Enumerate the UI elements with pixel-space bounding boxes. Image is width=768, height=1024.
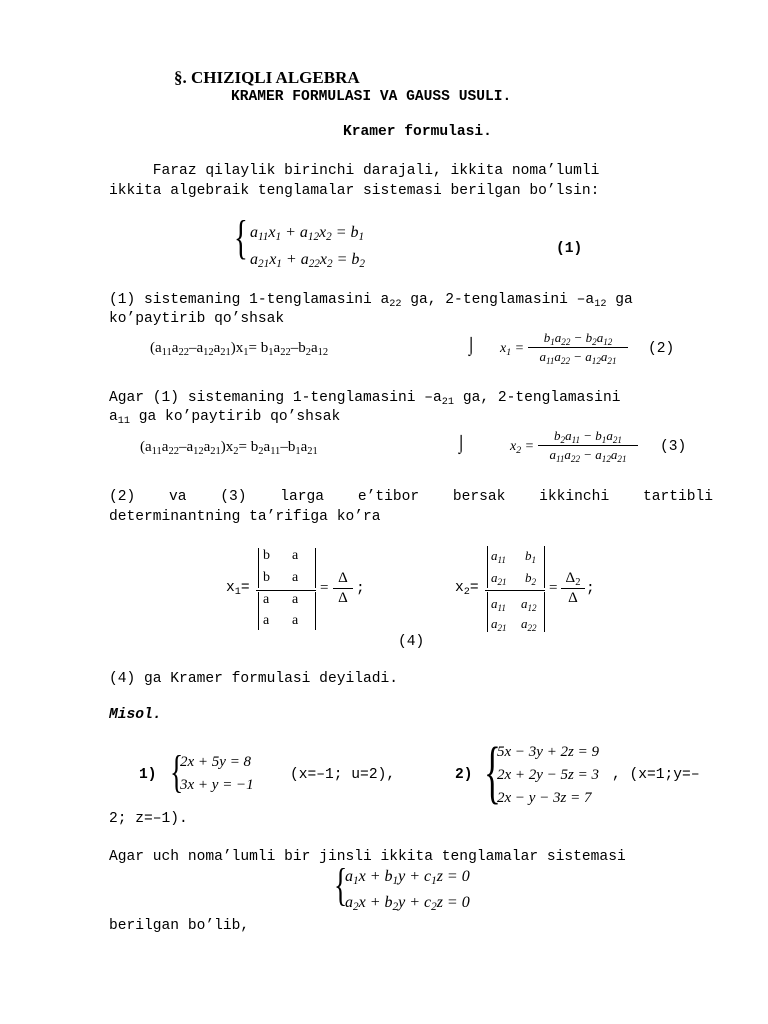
x2-symbol: $x_2$ = [510, 439, 535, 456]
implies-icon-2: ⌡ [456, 434, 467, 453]
example-1-eq-1: 2x + 5y = 8 [180, 754, 252, 770]
det-cell: a [292, 570, 299, 585]
implies-icon: ⌡ [466, 336, 477, 355]
chapter-subtitle: KRAMER FORMULASI VA GAUSS USULI. [231, 89, 512, 105]
example-2-answer: , (x=1;y=– [612, 767, 700, 783]
example-1-label: 1) [139, 767, 157, 783]
det-cell: $b_2$ [525, 570, 537, 587]
equals-sign: = [320, 580, 329, 596]
example-2-eq-1: 5x − 3y + 2z = 9 [497, 744, 600, 760]
det-line-2: determinantning ta’rifiga ko’ra [109, 509, 381, 525]
det-cell: $a_{11}$ [491, 548, 506, 565]
homogeneous-eq-2: $a_2x + b_2y + c_2z = 0$ [345, 894, 470, 913]
step-2-equation: $(a_{11}a_{22}-a_{12}a_{21})x_2= b_2a_{11}-b_1a_{21}$ [140, 439, 318, 457]
det-cell: $b_1$ [525, 548, 537, 565]
det-cell: a [292, 592, 299, 607]
section-title: Kramer formulasi. [343, 124, 492, 140]
det-cell: $a_{22}$ [521, 616, 537, 633]
delta2-ratio: $\Delta_2$ Δ [561, 570, 585, 607]
fraction-bar [485, 590, 545, 591]
equals-sign: = [549, 580, 558, 596]
example-2-label: 2) [455, 767, 473, 783]
system-1-eq-1: $a_{11}x_1 + a_{12}x_2 = b_1$ [250, 224, 365, 243]
det-cell: a [292, 613, 299, 628]
equation-label-4: (4) [398, 634, 425, 650]
equation-label-3: (3) [660, 439, 687, 455]
example-1-answer: (x=–1; u=2), [290, 767, 396, 783]
det-cell: a [263, 613, 270, 628]
left-brace-icon: { [170, 746, 184, 797]
det-cell: b [263, 570, 270, 585]
homogeneous-line-1: Agar uch noma’lumli bir jinsli ikkita tenglamalar sistemasi [109, 849, 626, 865]
det-cell: $a_{21}$ [491, 570, 507, 587]
step-1-equation: $(a_{11}a_{22}-a_{12}a_{21})x_1= b_1a_{22}-b_2a_{12}$ [150, 340, 329, 358]
system-1-eq-2: $a_{21}x_1 + a_{22}x_2 = b_2$ [250, 251, 365, 270]
example-2-eq-2: 2x + 2y − 5z = 3 [497, 767, 600, 783]
left-brace-icon: { [334, 859, 348, 910]
example-2-eq-3: 2x − y − 3z = 7 [497, 790, 592, 806]
det-cell: $a_{11}$ [491, 596, 506, 613]
left-brace-icon: { [234, 211, 248, 264]
det-line-1: (2) va (3) larga e’tibor bersak ikkinchi tartibli [109, 489, 713, 505]
chapter-title: §. CHIZIQLI ALGEBRA [174, 68, 360, 87]
step-1-line-2: ko’paytirib qo’shsak [109, 311, 285, 327]
det-cell: a [263, 592, 270, 607]
step-2-line-2: $a_{11}$ ga ko’paytirib qo’shsak [109, 409, 341, 427]
semicolon: ; [356, 581, 365, 597]
delta-ratio: Δ Δ [333, 570, 353, 607]
fraction-bar [256, 590, 316, 591]
example-heading: Misol. [109, 707, 162, 723]
intro-line-1: Faraz qilaylik birinchi darajali, ikkita noma’lumli [109, 163, 600, 179]
x1-symbol: $x_1$ = [500, 341, 525, 358]
step-1-line-1: (1) sistemaning 1-tenglamasini $a_{22}$ ga, 2-tenglamasini $-a_{12}$ ga [109, 292, 633, 310]
det-cell: $a_{21}$ [491, 616, 507, 633]
det-cell: b [263, 548, 270, 563]
equation-label-1: (1) [556, 241, 583, 257]
det-cell: a [292, 548, 299, 563]
homogeneous-line-2: berilgan bo’lib, [109, 918, 250, 934]
x1-fraction: $b_1a_{22} - b_2a_{12}$ $a_{11}a_{22} - a_{12}a_{21}$ [528, 330, 628, 365]
step-2-line-1: Agar (1) sistemaning 1-tenglamasini $-a_{21}$ ga, 2-tenglamasini [109, 390, 621, 408]
semicolon: ; [586, 581, 595, 597]
intro-line-2: ikkita algebraik tenglamalar sistemasi berilgan bo’lsin: [109, 183, 600, 199]
x2-cramer-label: $x_2=$ [455, 580, 479, 598]
homogeneous-eq-1: $a_1x + b_1y + c_1z = 0$ [345, 868, 470, 887]
x2-fraction: $b_2a_{11} - b_1a_{21}$ $a_{11}a_{22} - a_{12}a_{21}$ [538, 428, 638, 463]
example-2-answer-cont: 2; z=–1). [109, 811, 188, 827]
x1-cramer-label: $x_1=$ [226, 580, 250, 598]
cramer-definition: (4) ga Kramer formulasi deyiladi. [109, 671, 399, 687]
left-brace-icon: { [484, 734, 501, 811]
equation-label-2: (2) [648, 341, 675, 357]
example-1-eq-2: 3x + y = −1 [180, 777, 254, 793]
det-cell: $a_{12}$ [521, 596, 537, 613]
